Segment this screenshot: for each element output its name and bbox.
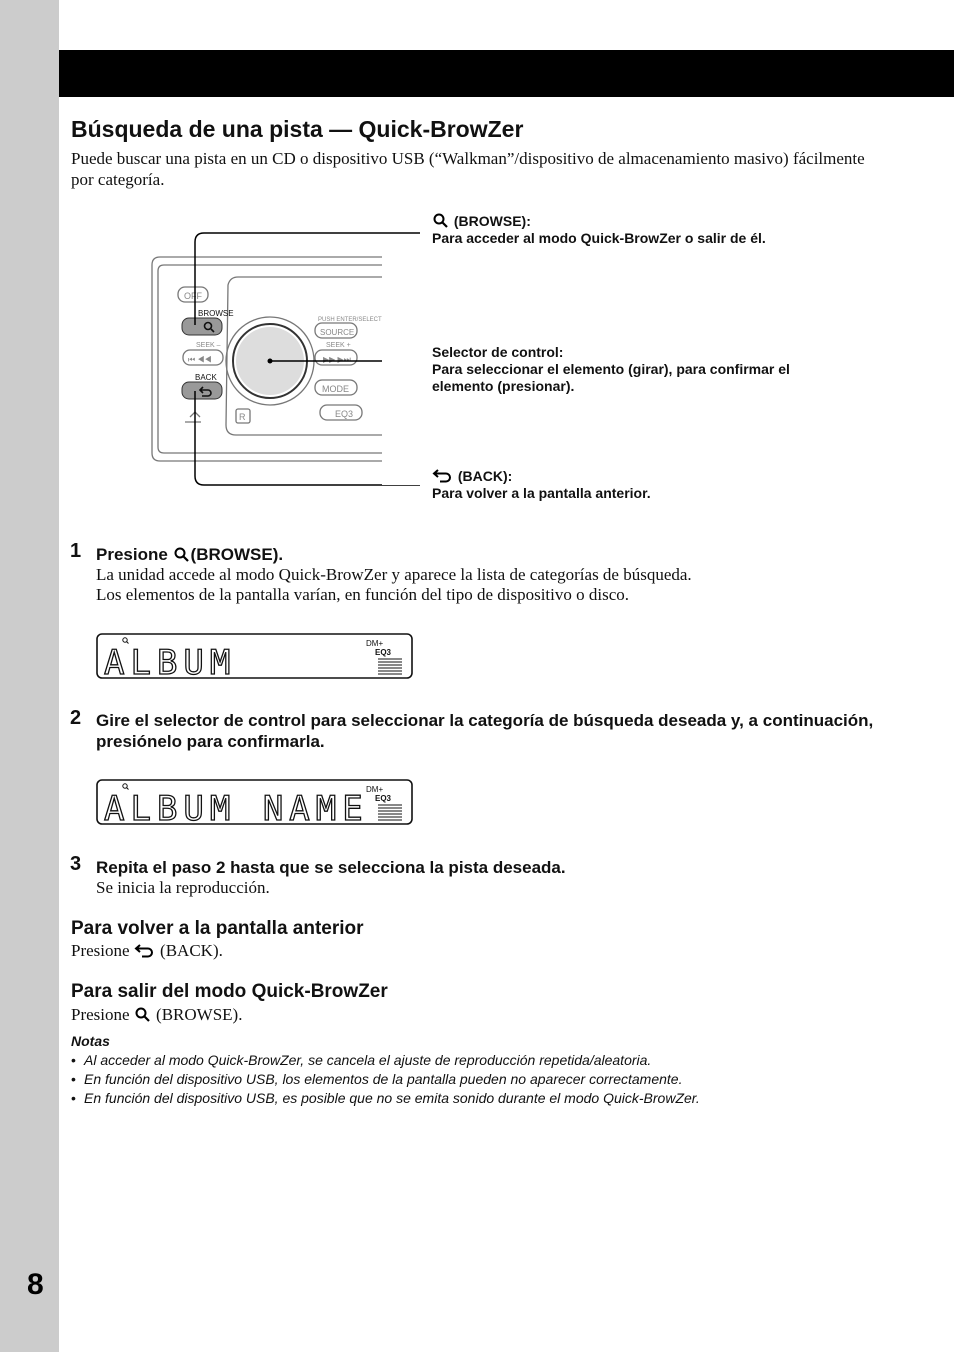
back-section-pre: Presione <box>71 941 130 960</box>
notes-list <box>71 1051 931 1108</box>
step-1-title <box>96 544 876 565</box>
exit-section-text <box>71 1005 242 1025</box>
exit-section-post: (BROWSE). <box>156 1005 243 1024</box>
lcd-display-album-name <box>96 779 413 825</box>
svg-text:⏮ ◀◀: ⏮ ◀◀ <box>188 355 212 364</box>
eq-badge: EQ3 <box>375 648 392 657</box>
lcd-display-album <box>96 633 413 679</box>
label-mode: MODE <box>322 384 349 394</box>
dm-badge: DM+ <box>366 785 384 794</box>
device-diagram <box>140 225 440 495</box>
step-1-body <box>96 565 886 605</box>
exit-section-pre: Presione <box>71 1005 130 1024</box>
back-section-post: (BACK). <box>160 941 223 960</box>
step-2-number: 2 <box>70 707 82 729</box>
back-section-text <box>71 941 223 961</box>
back-arrow-icon <box>432 468 454 483</box>
header-band <box>59 50 954 97</box>
step-3-title: Repita el paso 2 hasta que se selecciona la pista deseada. <box>96 858 566 877</box>
dm-badge: DM+ <box>366 639 384 648</box>
step-1-number: 1 <box>70 540 82 562</box>
step-1-body-line2: Los elementos de la pantalla varían, en función del tipo de dispositivo o disco. <box>96 585 630 604</box>
svg-text:▶▶ ▶⏭: ▶▶ ▶⏭ <box>323 355 351 364</box>
callout-browse-head: (BROWSE): <box>453 213 531 229</box>
callout-browse <box>432 213 766 247</box>
svg-text:R: R <box>239 412 246 422</box>
note-item: • En función del dispositivo USB, es posible que no se emita sonido durante el modo Quick-BrowZer. <box>71 1089 931 1108</box>
step-3-body: Se inicia la reproducción. <box>96 878 270 897</box>
eq-badge: EQ3 <box>375 794 392 803</box>
note-item: • En función del dispositivo USB, los elementos de la pantalla pueden no aparecer correctamente. <box>71 1070 931 1089</box>
step-1-title-pre: Presione <box>96 545 168 564</box>
exit-section-heading: Para salir del modo Quick-BrowZer <box>71 981 388 1002</box>
back-section-heading: Para volver a la pantalla anterior <box>71 918 364 939</box>
search-icon <box>432 213 450 228</box>
label-seek-minus: SEEK – <box>196 342 221 349</box>
lcd-text: ALBUM <box>104 643 237 679</box>
callout-selector <box>432 344 852 395</box>
label-source: SOURCE <box>320 328 355 337</box>
step-2-title: Gire el selector de control para seleccionar la categoría de búsqueda deseada y, a continuación, presiónelo para confirmarla. <box>96 711 874 751</box>
label-browse: BROWSE <box>198 309 234 318</box>
callout-back <box>432 468 651 502</box>
callout-browse-desc: Para acceder al modo Quick-BrowZer o salir de él. <box>432 230 766 246</box>
label-push: PUSH ENTER/SELECT <box>318 317 382 323</box>
callout-back-desc: Para volver a la pantalla anterior. <box>432 485 651 501</box>
search-icon <box>173 547 191 562</box>
callout-back-head: (BACK): <box>457 468 513 484</box>
side-margin-bar <box>0 0 59 1352</box>
label-eq3: EQ3 <box>335 409 354 419</box>
note-item: • Al acceder al modo Quick-BrowZer, se cancela el ajuste de reproducción repetida/aleatoria. <box>71 1051 931 1070</box>
label-seek-plus: SEEK + <box>326 342 351 349</box>
step-1-title-post: (BROWSE). <box>190 545 284 564</box>
label-off: OFF <box>184 291 202 301</box>
label-back: BACK <box>195 373 217 382</box>
back-arrow-icon <box>134 943 156 958</box>
search-icon <box>134 1007 152 1022</box>
section-title: Búsqueda de una pista — Quick-BrowZer <box>71 116 524 142</box>
callout-selector-desc: Para seleccionar el elemento (girar), para confirmar el elemento (presionar). <box>432 361 790 394</box>
step-1-body-line1: La unidad accede al modo Quick-BrowZer y aparece la lista de categorías de búsqueda. <box>96 565 692 584</box>
callout-selector-head: Selector de control: <box>432 344 564 360</box>
step-3-number: 3 <box>70 853 82 875</box>
notes-title: Notas <box>71 1033 110 1049</box>
lcd-text: ALBUM NAME <box>104 789 369 825</box>
page-number: 8 <box>27 1268 44 1301</box>
intro-paragraph: Puede buscar una pista en un CD o dispositivo USB (“Walkman”/dispositivo de almacenamiento masivo) fácilmente por categoría. <box>71 149 865 189</box>
